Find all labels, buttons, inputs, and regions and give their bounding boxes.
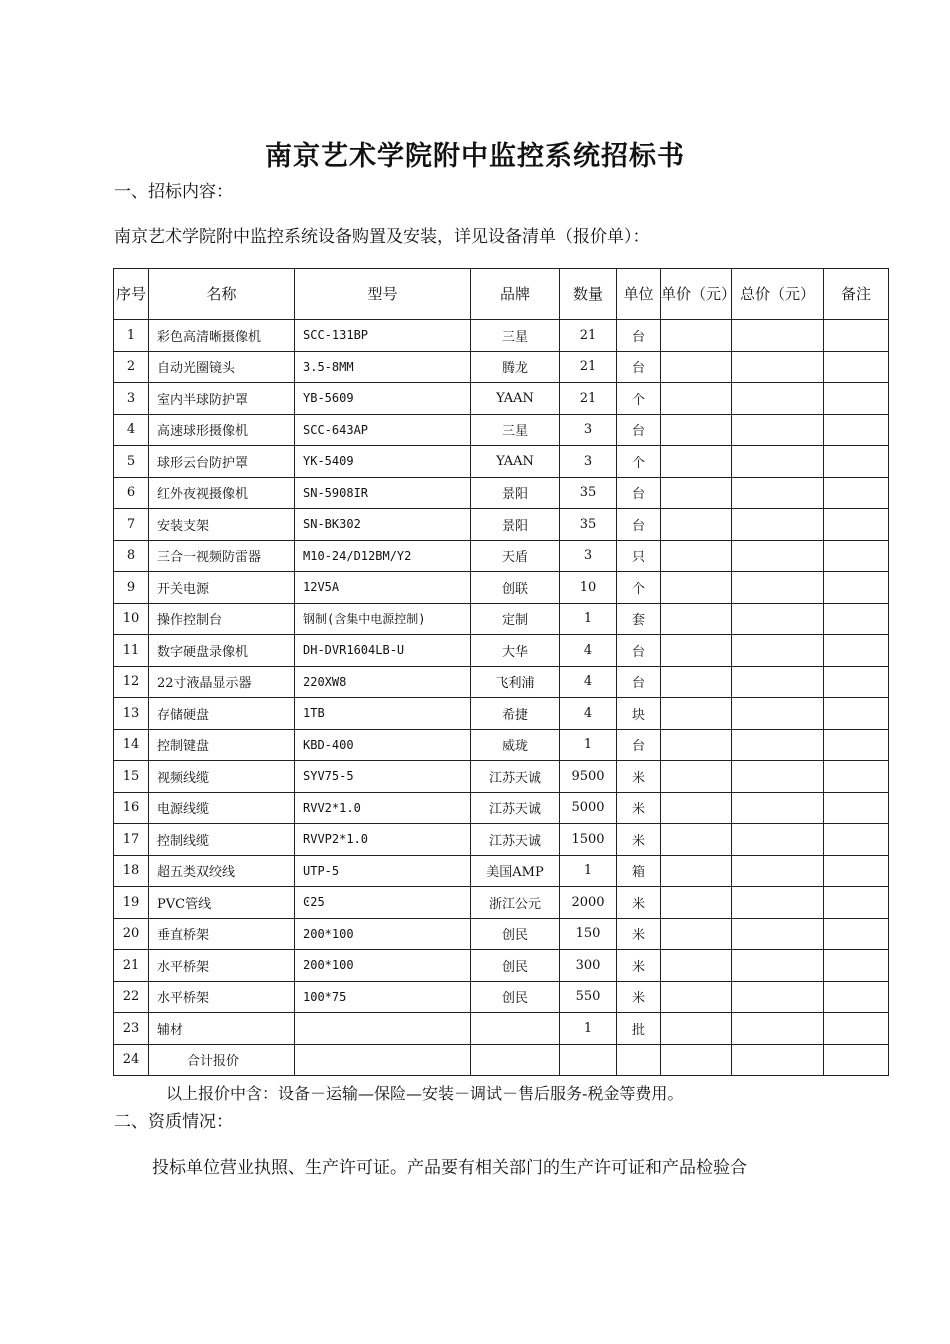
cell-name: 控制线缆 — [149, 824, 295, 856]
cell-qty: 4 — [560, 698, 617, 730]
table-row — [114, 698, 889, 730]
cell-seq: 12 — [114, 666, 149, 698]
table-row — [114, 446, 889, 478]
cell-seq: 1 — [114, 320, 149, 352]
cell-unit: 个 — [617, 446, 661, 478]
cell-brand: 希捷 — [471, 698, 560, 730]
cell-brand: 创民 — [471, 918, 560, 950]
cell-unit: 米 — [617, 792, 661, 824]
cell-model: SN-5908IR — [295, 477, 471, 509]
cell-total-price — [732, 572, 824, 604]
cell-qty: 21 — [560, 383, 617, 415]
header-seq: 序号 — [114, 269, 149, 320]
cell-remark — [824, 635, 889, 667]
table-row — [114, 792, 889, 824]
price-note: 以上报价中含：设备－运输—保险—安装－调试－售后服务-税金等费用。 — [166, 1084, 684, 1103]
cell-unit-price — [661, 981, 732, 1013]
cell-model: 3.5-8MM — [295, 351, 471, 383]
cell-remark — [824, 761, 889, 793]
cell-name: 彩色高清晰摄像机 — [149, 320, 295, 352]
cell-model: 1TB — [295, 698, 471, 730]
cell-total-price — [732, 1013, 824, 1045]
cell-name: PVC管线 — [149, 887, 295, 919]
cell-seq: 9 — [114, 572, 149, 604]
cell-remark — [824, 477, 889, 509]
cell-model: YB-5609 — [295, 383, 471, 415]
cell-unit-price — [661, 540, 732, 572]
cell-brand: YAAN — [471, 383, 560, 415]
cell-remark — [824, 383, 889, 415]
cell-seq: 14 — [114, 729, 149, 761]
total-empty-cell — [732, 1044, 824, 1076]
cell-unit-price — [661, 383, 732, 415]
cell-qty: 10 — [560, 572, 617, 604]
cell-name: 22寸液晶显示器 — [149, 666, 295, 698]
table-row — [114, 572, 889, 604]
table-row — [114, 635, 889, 667]
cell-brand: 威珑 — [471, 729, 560, 761]
header-remark: 备注 — [824, 269, 889, 320]
cell-total-price — [732, 666, 824, 698]
total-label-cell: 合计报价 — [149, 1044, 295, 1076]
cell-brand: 飞利浦 — [471, 666, 560, 698]
cell-unit: 台 — [617, 414, 661, 446]
cell-brand: 景阳 — [471, 509, 560, 541]
cell-name: 红外夜视摄像机 — [149, 477, 295, 509]
cell-model: 100*75 — [295, 981, 471, 1013]
cell-seq: 2 — [114, 351, 149, 383]
cell-seq: 8 — [114, 540, 149, 572]
cell-remark — [824, 981, 889, 1013]
cell-total-price — [732, 729, 824, 761]
cell-brand: 定制 — [471, 603, 560, 635]
cell-total-price — [732, 761, 824, 793]
cell-name: 开关电源 — [149, 572, 295, 604]
cell-unit-price — [661, 729, 732, 761]
cell-model: 200*100 — [295, 950, 471, 982]
cell-unit-price — [661, 824, 732, 856]
cell-brand: 江苏天诚 — [471, 761, 560, 793]
cell-total-price — [732, 698, 824, 730]
cell-remark — [824, 509, 889, 541]
cell-seq: 17 — [114, 824, 149, 856]
cell-unit-price — [661, 477, 732, 509]
cell-brand: 创民 — [471, 950, 560, 982]
table-row — [114, 918, 889, 950]
cell-unit: 个 — [617, 383, 661, 415]
cell-model: SN-BK302 — [295, 509, 471, 541]
cell-remark — [824, 540, 889, 572]
cell-remark — [824, 320, 889, 352]
cell-unit: 台 — [617, 477, 661, 509]
cell-remark — [824, 824, 889, 856]
cell-unit: 米 — [617, 761, 661, 793]
cell-total-price — [732, 855, 824, 887]
cell-model: KBD-400 — [295, 729, 471, 761]
total-empty-cell — [471, 1044, 560, 1076]
cell-brand: 天盾 — [471, 540, 560, 572]
table-total-row — [114, 1044, 889, 1076]
table-row — [114, 509, 889, 541]
cell-unit: 箱 — [617, 855, 661, 887]
cell-total-price — [732, 981, 824, 1013]
cell-brand: 创民 — [471, 981, 560, 1013]
cell-qty: 4 — [560, 666, 617, 698]
cell-model: RVVP2*1.0 — [295, 824, 471, 856]
cell-name: 视频线缆 — [149, 761, 295, 793]
cell-seq: 4 — [114, 414, 149, 446]
cell-brand: 腾龙 — [471, 351, 560, 383]
cell-name: 数字硬盘录像机 — [149, 635, 295, 667]
cell-seq: 13 — [114, 698, 149, 730]
table-row — [114, 383, 889, 415]
cell-qty: 3 — [560, 540, 617, 572]
cell-unit: 米 — [617, 981, 661, 1013]
cell-unit: 台 — [617, 320, 661, 352]
cell-brand: 美国AMP — [471, 855, 560, 887]
cell-qty: 1 — [560, 1013, 617, 1045]
equipment-quote-table — [113, 268, 889, 1076]
cell-brand: 创联 — [471, 572, 560, 604]
cell-unit-price — [661, 572, 732, 604]
cell-brand: 三星 — [471, 414, 560, 446]
cell-total-price — [732, 320, 824, 352]
cell-remark — [824, 446, 889, 478]
cell-name: 辅材 — [149, 1013, 295, 1045]
cell-name: 超五类双绞线 — [149, 855, 295, 887]
cell-model: Ͼ25 — [295, 887, 471, 919]
cell-unit: 批 — [617, 1013, 661, 1045]
cell-seq: 10 — [114, 603, 149, 635]
cell-model: RVV2*1.0 — [295, 792, 471, 824]
cell-qty: 150 — [560, 918, 617, 950]
cell-remark — [824, 414, 889, 446]
cell-model: UTP-5 — [295, 855, 471, 887]
table-row — [114, 887, 889, 919]
cell-unit: 块 — [617, 698, 661, 730]
total-empty-cell — [295, 1044, 471, 1076]
cell-qty: 2000 — [560, 887, 617, 919]
cell-unit-price — [661, 918, 732, 950]
cell-unit-price — [661, 666, 732, 698]
cell-remark — [824, 603, 889, 635]
cell-total-price — [732, 477, 824, 509]
cell-remark — [824, 855, 889, 887]
cell-model: M10-24/D12BM/Y2 — [295, 540, 471, 572]
cell-name: 室内半球防护罩 — [149, 383, 295, 415]
cell-brand: 大华 — [471, 635, 560, 667]
cell-unit: 套 — [617, 603, 661, 635]
cell-model: 12V5A — [295, 572, 471, 604]
cell-qty: 3 — [560, 446, 617, 478]
total-empty-cell — [617, 1044, 661, 1076]
cell-qty: 9500 — [560, 761, 617, 793]
table-row — [114, 477, 889, 509]
cell-name: 控制键盘 — [149, 729, 295, 761]
table-row — [114, 351, 889, 383]
table-row — [114, 320, 889, 352]
cell-name: 存储硬盘 — [149, 698, 295, 730]
cell-total-price — [732, 383, 824, 415]
intro-paragraph: 南京艺术学院附中监控系统设备购置及安装，详见设备清单（报价单）： — [114, 227, 650, 247]
cell-qty: 3 — [560, 414, 617, 446]
cell-seq: 22 — [114, 981, 149, 1013]
table-row — [114, 761, 889, 793]
cell-total-price — [732, 540, 824, 572]
cell-seq: 6 — [114, 477, 149, 509]
cell-brand: 浙江公元 — [471, 887, 560, 919]
cell-qty: 21 — [560, 320, 617, 352]
table-row — [114, 729, 889, 761]
cell-unit: 米 — [617, 918, 661, 950]
total-empty-cell — [560, 1044, 617, 1076]
cell-seq: 18 — [114, 855, 149, 887]
cell-model — [295, 1013, 471, 1045]
header-unit-price: 单价（元） — [661, 269, 732, 320]
header-qty: 数量 — [560, 269, 617, 320]
cell-name: 安装支架 — [149, 509, 295, 541]
cell-qty: 21 — [560, 351, 617, 383]
cell-unit: 米 — [617, 950, 661, 982]
cell-total-price — [732, 887, 824, 919]
cell-seq: 7 — [114, 509, 149, 541]
cell-total-price — [732, 603, 824, 635]
cell-name: 水平桥架 — [149, 981, 295, 1013]
cell-brand: 江苏天诚 — [471, 824, 560, 856]
cell-unit: 只 — [617, 540, 661, 572]
header-model: 型号 — [295, 269, 471, 320]
cell-remark — [824, 729, 889, 761]
cell-seq: 23 — [114, 1013, 149, 1045]
cell-total-price — [732, 824, 824, 856]
cell-unit-price — [661, 509, 732, 541]
cell-remark — [824, 950, 889, 982]
cell-name: 自动光圈镜头 — [149, 351, 295, 383]
cell-unit-price — [661, 887, 732, 919]
cell-unit: 台 — [617, 509, 661, 541]
cell-unit: 台 — [617, 635, 661, 667]
cell-qty: 35 — [560, 477, 617, 509]
table-row — [114, 540, 889, 572]
total-empty-cell — [824, 1044, 889, 1076]
cell-qty: 4 — [560, 635, 617, 667]
cell-name: 电源线缆 — [149, 792, 295, 824]
cell-seq: 5 — [114, 446, 149, 478]
cell-total-price — [732, 351, 824, 383]
table-row — [114, 950, 889, 982]
cell-qty: 35 — [560, 509, 617, 541]
table-row — [114, 603, 889, 635]
cell-total-price — [732, 635, 824, 667]
cell-name: 水平桥架 — [149, 950, 295, 982]
header-name: 名称 — [149, 269, 295, 320]
cell-model: DH-DVR1604LB-U — [295, 635, 471, 667]
cell-seq: 15 — [114, 761, 149, 793]
cell-model: 钢制(含集中电源控制) — [295, 603, 471, 635]
cell-model: SYV75-5 — [295, 761, 471, 793]
cell-seq: 3 — [114, 383, 149, 415]
cell-qty: 550 — [560, 981, 617, 1013]
cell-name: 操作控制台 — [149, 603, 295, 635]
cell-unit-price — [661, 351, 732, 383]
header-brand: 品牌 — [471, 269, 560, 320]
table-row — [114, 666, 889, 698]
cell-seq: 21 — [114, 950, 149, 982]
cell-qty: 1500 — [560, 824, 617, 856]
cell-remark — [824, 666, 889, 698]
cell-remark — [824, 792, 889, 824]
cell-model: 220XW8 — [295, 666, 471, 698]
section-1-heading: 一、招标内容： — [114, 182, 233, 202]
cell-total-price — [732, 446, 824, 478]
cell-unit: 个 — [617, 572, 661, 604]
cell-remark — [824, 698, 889, 730]
cell-unit-price — [661, 1013, 732, 1045]
total-seq-cell: 24 — [114, 1044, 149, 1076]
cell-unit-price — [661, 792, 732, 824]
cell-seq: 16 — [114, 792, 149, 824]
cell-unit-price — [661, 950, 732, 982]
cell-remark — [824, 1013, 889, 1045]
cell-unit: 台 — [617, 351, 661, 383]
cell-name: 三合一视频防雷器 — [149, 540, 295, 572]
cell-qty: 5000 — [560, 792, 617, 824]
cell-brand: YAAN — [471, 446, 560, 478]
cell-remark — [824, 572, 889, 604]
table-row — [114, 981, 889, 1013]
cell-seq: 20 — [114, 918, 149, 950]
cell-unit-price — [661, 320, 732, 352]
cell-remark — [824, 887, 889, 919]
cell-unit-price — [661, 414, 732, 446]
cell-unit-price — [661, 761, 732, 793]
cell-qty: 1 — [560, 855, 617, 887]
cell-unit: 台 — [617, 666, 661, 698]
cell-remark — [824, 918, 889, 950]
cell-qty: 1 — [560, 729, 617, 761]
cell-total-price — [732, 950, 824, 982]
cell-name: 垂直桥架 — [149, 918, 295, 950]
table-row — [114, 855, 889, 887]
cell-unit: 米 — [617, 824, 661, 856]
cell-qty: 300 — [560, 950, 617, 982]
qualification-paragraph: 投标单位营业执照、生产许可证。产品要有相关部门的生产许可证和产品检验合 — [152, 1158, 747, 1178]
cell-unit-price — [661, 635, 732, 667]
cell-total-price — [732, 792, 824, 824]
cell-model: YK-5409 — [295, 446, 471, 478]
total-empty-cell — [661, 1044, 732, 1076]
cell-model: SCC-131BP — [295, 320, 471, 352]
cell-unit-price — [661, 698, 732, 730]
cell-seq: 11 — [114, 635, 149, 667]
cell-remark — [824, 351, 889, 383]
cell-seq: 19 — [114, 887, 149, 919]
section-2-heading: 二、资质情况： — [114, 1112, 233, 1132]
cell-brand — [471, 1013, 560, 1045]
cell-brand: 江苏天诚 — [471, 792, 560, 824]
cell-model: 200*100 — [295, 918, 471, 950]
cell-total-price — [732, 918, 824, 950]
header-unit: 单位 — [617, 269, 661, 320]
cell-qty: 1 — [560, 603, 617, 635]
cell-total-price — [732, 414, 824, 446]
table-header-row — [114, 269, 889, 320]
cell-total-price — [732, 509, 824, 541]
table-row — [114, 414, 889, 446]
cell-brand: 景阳 — [471, 477, 560, 509]
cell-unit: 米 — [617, 887, 661, 919]
cell-model: SCC-643AP — [295, 414, 471, 446]
cell-name: 球形云台防护罩 — [149, 446, 295, 478]
table-row — [114, 824, 889, 856]
cell-unit: 台 — [617, 729, 661, 761]
table-row — [114, 1013, 889, 1045]
header-total-price: 总价（元） — [732, 269, 824, 320]
cell-unit-price — [661, 446, 732, 478]
cell-unit-price — [661, 855, 732, 887]
cell-brand: 三星 — [471, 320, 560, 352]
cell-unit-price — [661, 603, 732, 635]
cell-name: 高速球形摄像机 — [149, 414, 295, 446]
document-title: 南京艺术学院附中监控系统招标书 — [265, 141, 685, 172]
